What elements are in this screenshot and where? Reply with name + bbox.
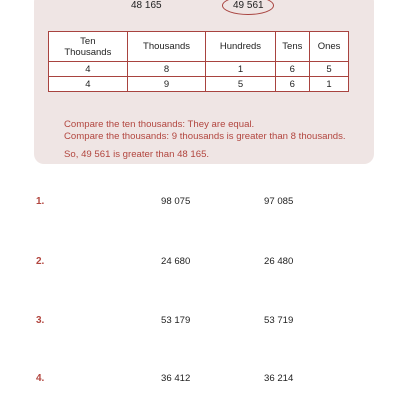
exercise-number-b: 53 719 bbox=[264, 315, 294, 326]
exercise-number-a: 24 680 bbox=[161, 256, 191, 267]
table-cell: 6 bbox=[275, 77, 310, 92]
table-cell: 5 bbox=[206, 77, 275, 92]
header-ten-thousands-line1: Ten bbox=[80, 35, 96, 47]
exercise-number: 3. bbox=[36, 315, 45, 326]
place-value-table bbox=[48, 31, 349, 92]
explanation-line: Compare the thousands: 9 thousands is greater than 8 thousands. bbox=[64, 131, 346, 142]
table-row bbox=[49, 62, 349, 77]
exercise-number-b: 26 480 bbox=[264, 256, 294, 267]
header-hundreds: Hundreds bbox=[206, 32, 275, 62]
example-number-a: 48 165 bbox=[131, 0, 162, 11]
table-cell: 5 bbox=[310, 62, 349, 77]
table-cell: 4 bbox=[49, 62, 128, 77]
header-ones: Ones bbox=[310, 32, 349, 62]
exercise-number-a: 36 412 bbox=[161, 373, 191, 384]
exercise-number: 4. bbox=[36, 373, 45, 384]
exercise-number-b: 36 214 bbox=[264, 373, 294, 384]
header-thousands: Thousands bbox=[127, 32, 206, 62]
header-ten-thousands bbox=[49, 32, 128, 62]
table-cell: 1 bbox=[310, 77, 349, 92]
exercise-number-a: 53 179 bbox=[161, 315, 191, 326]
exercise-number-a: 98 075 bbox=[161, 196, 191, 207]
table-header-row bbox=[49, 32, 349, 62]
exercise-number-b: 97 085 bbox=[264, 196, 294, 207]
header-tens: Tens bbox=[275, 32, 310, 62]
table-row bbox=[49, 77, 349, 92]
table-cell: 9 bbox=[127, 77, 206, 92]
example-number-b: 49 561 bbox=[233, 0, 264, 11]
table-cell: 6 bbox=[275, 62, 310, 77]
table-cell: 8 bbox=[127, 62, 206, 77]
exercise-number: 2. bbox=[36, 256, 45, 267]
explanation-conclusion: So, 49 561 is greater than 48 165. bbox=[64, 149, 210, 160]
header-ten-thousands-line2: Thousands bbox=[64, 46, 112, 58]
exercise-number: 1. bbox=[36, 196, 45, 207]
table-cell: 1 bbox=[206, 62, 275, 77]
table-cell: 4 bbox=[49, 77, 128, 92]
explanation-line: Compare the ten thousands: They are equal. bbox=[64, 119, 255, 130]
